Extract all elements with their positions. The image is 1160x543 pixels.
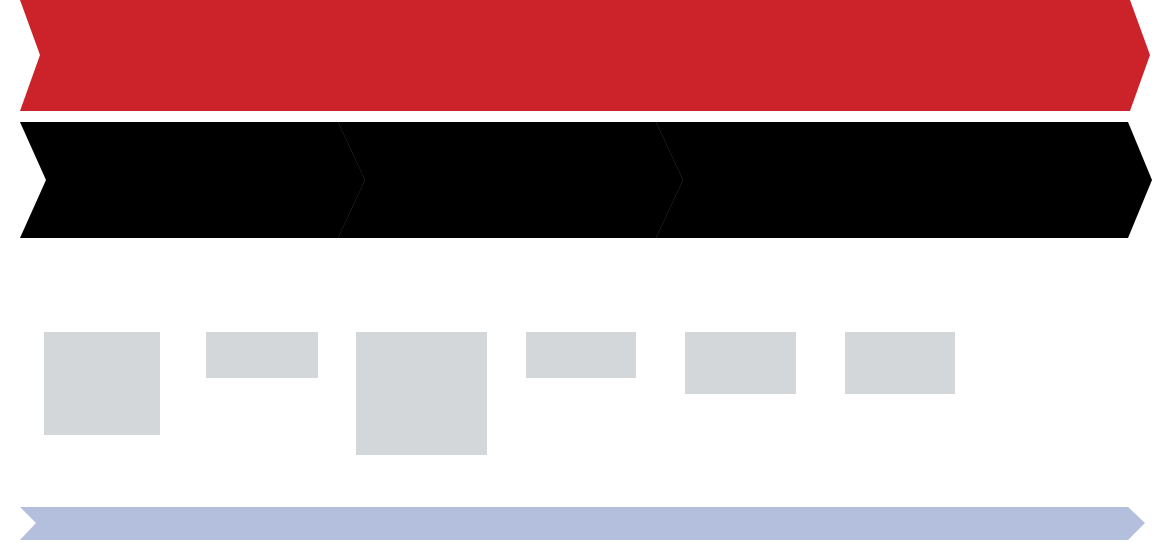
park-and-ride-arrow	[20, 507, 1145, 540]
event-2019	[356, 332, 487, 455]
phase-3-chevron	[656, 122, 1152, 238]
event-2018	[206, 332, 318, 378]
event-2020	[526, 332, 636, 378]
parallel-phase-arrow	[20, 0, 1150, 111]
event-2022	[845, 332, 955, 394]
phase-2-chevron	[338, 122, 683, 238]
event-2017	[44, 332, 160, 435]
phase-1-chevron	[20, 122, 365, 238]
event-2021	[685, 332, 796, 394]
